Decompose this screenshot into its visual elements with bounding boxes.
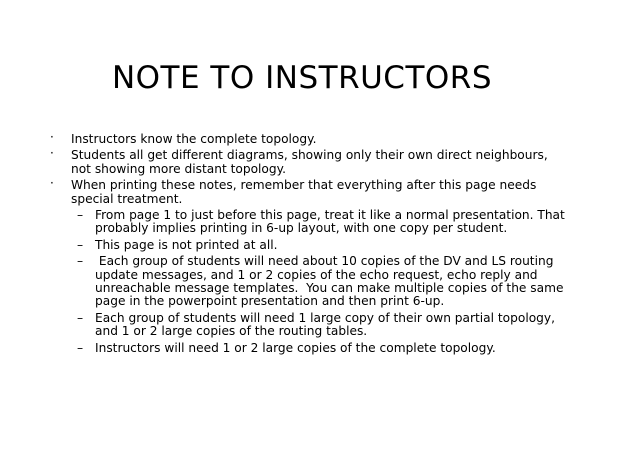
sub-bullet-text: This page is not printed at all. [95, 237, 278, 252]
sub-bullet-text: From page 1 to just before this page, treat it like a normal presentation. That probably implies printing in 6-up layout, with one copy per student. [95, 208, 565, 236]
slide-title: NOTE TO INSTRUCTORS [111, 60, 493, 96]
sub-bullet-text: Each group of students will need 1 large copy of their own partial topology, and 1 or 2 large copies of the routing tables. [95, 310, 555, 339]
sub-bullet-text: Each group of students will need about 10 copies of the DV and LS routing update messages, and 1 or 2 copies of the echo request, echo reply and unreachable message templates. You can make multiple copies of the same page in the powerpoint presentation and then print 6-up. [95, 254, 568, 309]
bullet-item [48, 146, 568, 176]
bullet-item [48, 130, 568, 146]
sub-bullet-item [71, 209, 568, 236]
bullet-dot-icon: · [50, 176, 54, 191]
sub-bullet-item [71, 312, 568, 339]
dash-icon: – [77, 340, 84, 355]
dash-icon: – [77, 254, 84, 269]
bullet-text: When printing these notes, remember that everything after this page needs special treatment. [71, 178, 537, 206]
sub-bullet-list [71, 209, 568, 355]
bullet-item [48, 176, 568, 355]
bullet-list [48, 130, 568, 358]
bullet-text: Students all get different diagrams, showing only their own direct neighbours, not showing more distant topology. [71, 148, 548, 176]
dash-icon: – [77, 208, 84, 223]
dash-icon: – [77, 310, 84, 325]
bullet-dot-icon: · [50, 130, 54, 144]
bullet-dot-icon: · [50, 146, 54, 161]
sub-bullet-item [71, 255, 568, 309]
sub-bullet-item [71, 239, 568, 252]
dash-icon: – [77, 237, 84, 252]
sub-bullet-item [71, 342, 568, 355]
sub-bullet-text: Instructors will need 1 or 2 large copies of the complete topology. [95, 340, 496, 355]
bullet-text: Instructors know the complete topology. [71, 132, 317, 146]
